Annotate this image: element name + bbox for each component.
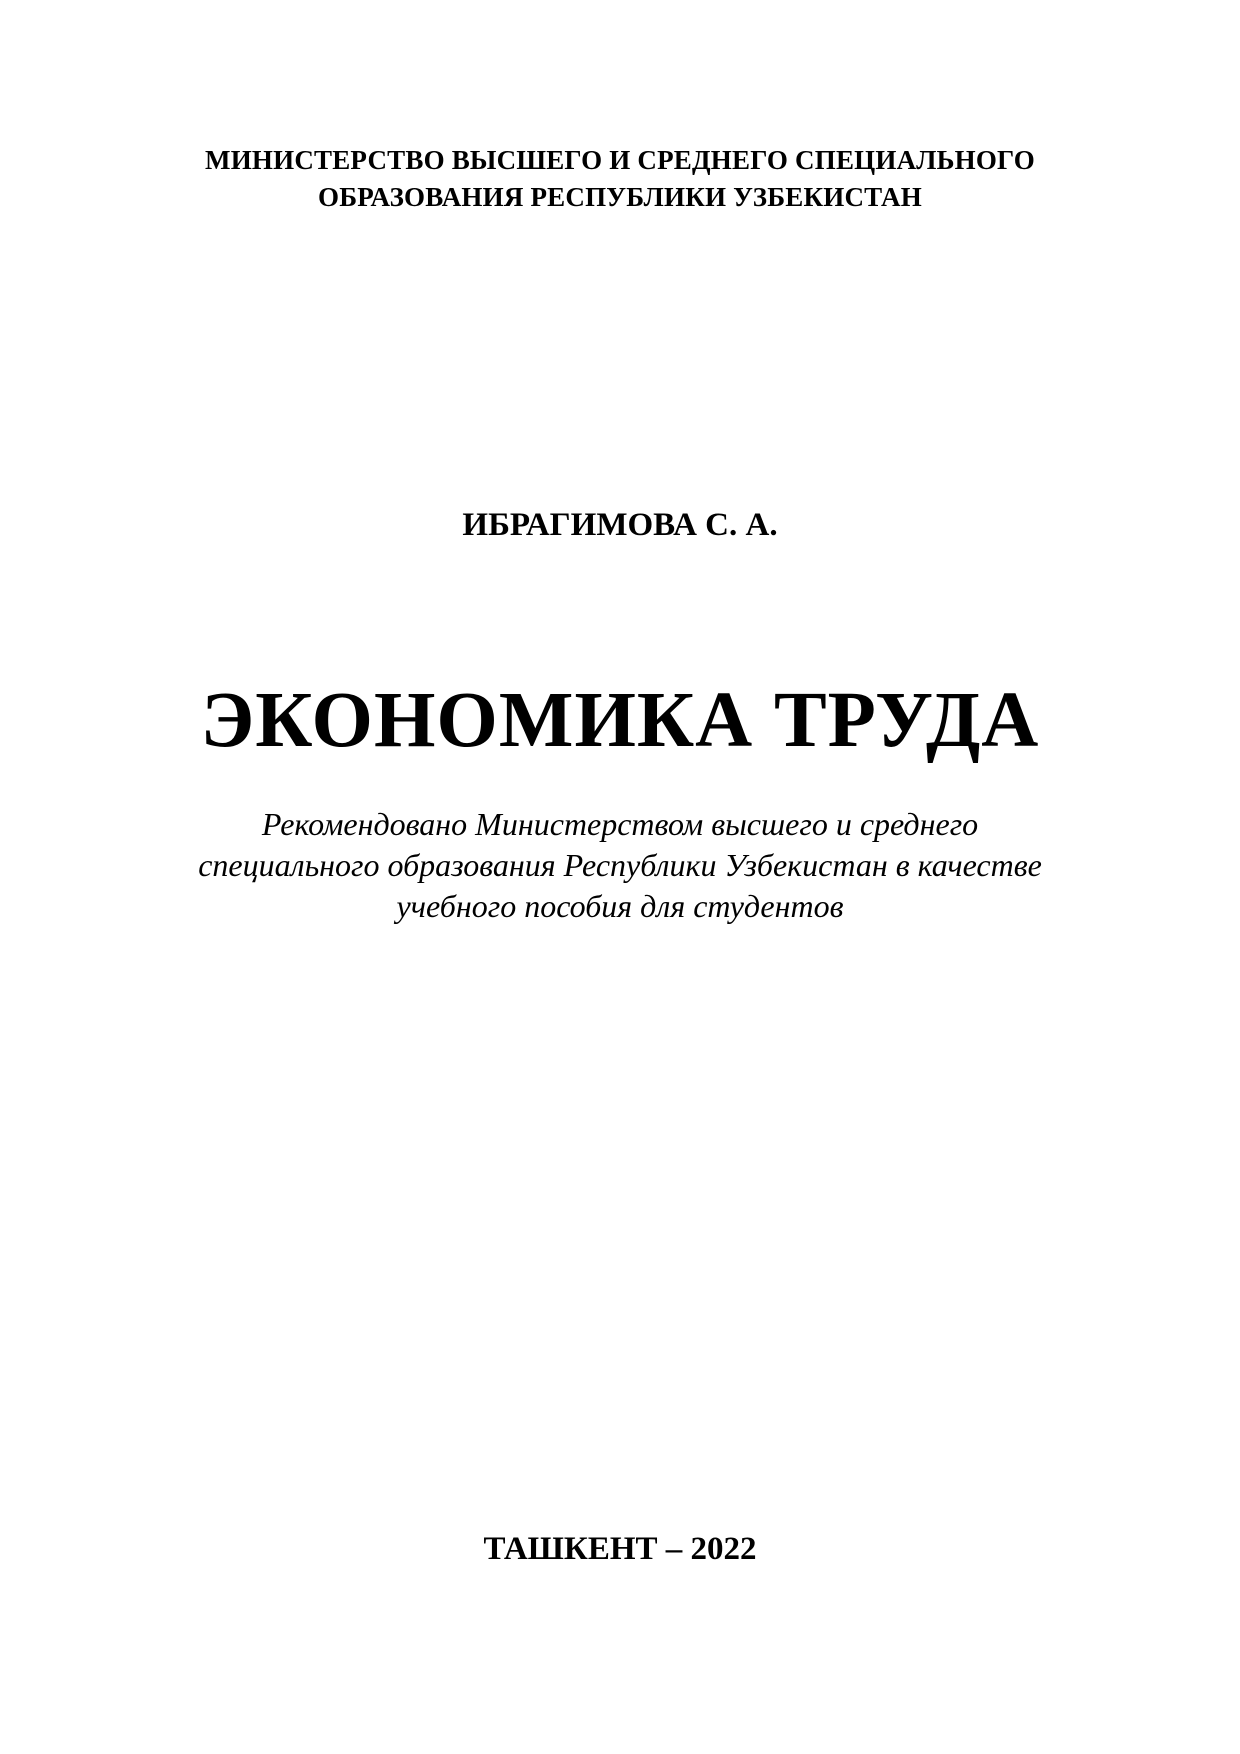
recommendation-line-1: Рекомендовано Министерством высшего и среднего bbox=[261, 806, 979, 842]
ministry-line-1: МИНИСТЕРСТВО ВЫСШЕГО И СРЕДНЕГО СПЕЦИАЛЬНОГО bbox=[205, 145, 1035, 175]
city-year: ТАШКЕНТ – 2022 bbox=[483, 1531, 757, 1567]
book-title: ЭКОНОМИКА ТРУДА bbox=[200, 677, 1040, 764]
recommendation-line-2: специального образования Республики Узбекистан в качестве bbox=[198, 847, 1042, 883]
author-name: ИБРАГИМОВА С. А. bbox=[462, 507, 778, 543]
ministry-header bbox=[0, 142, 1240, 216]
recommendation-note bbox=[0, 804, 1240, 927]
recommendation-line-3: учебного пособия для студентов bbox=[396, 888, 844, 924]
ministry-line-2: ОБРАЗОВАНИЯ РЕСПУБЛИКИ УЗБЕКИСТАН bbox=[318, 182, 922, 212]
